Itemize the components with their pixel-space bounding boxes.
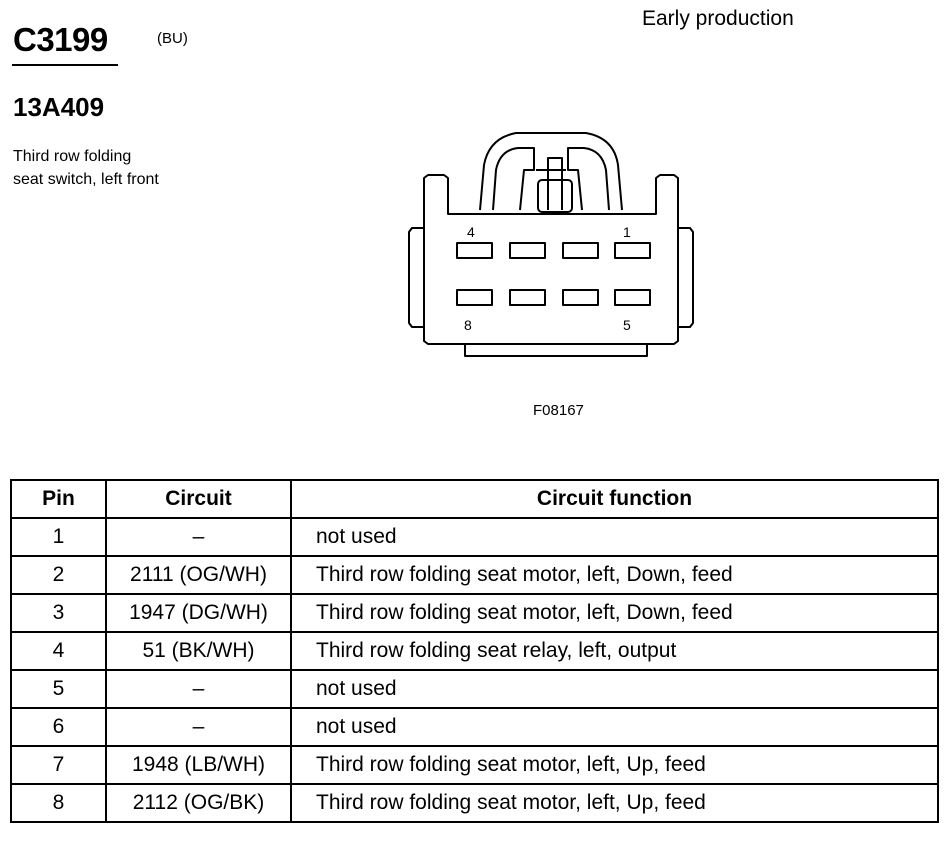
circuit-cell: – bbox=[106, 708, 291, 746]
circuit-cell: 51 (BK/WH) bbox=[106, 632, 291, 670]
table-row bbox=[11, 594, 938, 632]
connector-body bbox=[424, 175, 678, 344]
table-row bbox=[11, 632, 938, 670]
table-header-row bbox=[11, 480, 938, 518]
table-row bbox=[11, 670, 938, 708]
connector-right-wing bbox=[678, 228, 693, 327]
table-row bbox=[11, 518, 938, 556]
pinout-table bbox=[10, 479, 939, 823]
table-row bbox=[11, 784, 938, 822]
header-circuit: Circuit bbox=[106, 480, 291, 518]
pin-cavity-7 bbox=[510, 290, 545, 305]
pin-cell: 2 bbox=[11, 556, 106, 594]
pin-cavity-3 bbox=[510, 243, 545, 258]
pin-cavity-5 bbox=[615, 290, 650, 305]
pin-label-5: 5 bbox=[623, 317, 631, 333]
pin-label-1: 1 bbox=[623, 224, 631, 240]
pin-cell: 3 bbox=[11, 594, 106, 632]
header-circuit-function: Circuit function bbox=[291, 480, 938, 518]
latch-outer bbox=[480, 133, 622, 210]
circuit-cell: 2112 (OG/BK) bbox=[106, 784, 291, 822]
pin-label-4: 4 bbox=[467, 224, 475, 240]
function-cell: Third row folding seat motor, left, Up, feed bbox=[291, 746, 938, 784]
latch-center-button bbox=[538, 180, 572, 212]
circuit-cell: – bbox=[106, 670, 291, 708]
table-row bbox=[11, 708, 938, 746]
description-line-2: seat switch, left front bbox=[13, 171, 159, 188]
connector-bottom-tab bbox=[465, 344, 647, 356]
table-row bbox=[11, 746, 938, 784]
function-cell: not used bbox=[291, 518, 938, 556]
pin-cell: 1 bbox=[11, 518, 106, 556]
connector-color: (BU) bbox=[157, 30, 188, 47]
circuit-cell: 1947 (DG/WH) bbox=[106, 594, 291, 632]
latch-inner-right bbox=[568, 148, 609, 210]
production-note: Early production bbox=[642, 7, 794, 30]
pin-cavity-1 bbox=[615, 243, 650, 258]
function-cell: not used bbox=[291, 708, 938, 746]
connector-id-underline bbox=[12, 64, 118, 66]
function-cell: Third row folding seat motor, left, Down, feed bbox=[291, 594, 938, 632]
latch-inner-left bbox=[493, 148, 534, 210]
function-cell: Third row folding seat relay, left, output bbox=[291, 632, 938, 670]
pin-cavity-8 bbox=[457, 290, 492, 305]
description-line-1: Third row folding bbox=[13, 148, 132, 165]
pin-cell: 4 bbox=[11, 632, 106, 670]
connector-left-wing bbox=[409, 228, 424, 327]
part-number: 13A409 bbox=[13, 92, 105, 122]
function-cell: Third row folding seat motor, left, Up, feed bbox=[291, 784, 938, 822]
function-cell: Third row folding seat motor, left, Down, feed bbox=[291, 556, 938, 594]
connector-id: C3199 bbox=[13, 21, 108, 58]
pin-label-8: 8 bbox=[464, 317, 472, 333]
connector-face-diagram bbox=[400, 120, 710, 370]
pin-cell: 6 bbox=[11, 708, 106, 746]
function-cell: not used bbox=[291, 670, 938, 708]
circuit-cell: – bbox=[106, 518, 291, 556]
pin-cavity-4 bbox=[457, 243, 492, 258]
pin-cell: 7 bbox=[11, 746, 106, 784]
pin-cavity-6 bbox=[563, 290, 598, 305]
component-description bbox=[13, 145, 213, 191]
header-pin: Pin bbox=[11, 480, 106, 518]
table-row bbox=[11, 556, 938, 594]
pin-cell: 5 bbox=[11, 670, 106, 708]
circuit-cell: 1948 (LB/WH) bbox=[106, 746, 291, 784]
pin-cavity-2 bbox=[563, 243, 598, 258]
figure-id: F08167 bbox=[533, 402, 584, 419]
circuit-cell: 2111 (OG/WH) bbox=[106, 556, 291, 594]
pin-cell: 8 bbox=[11, 784, 106, 822]
